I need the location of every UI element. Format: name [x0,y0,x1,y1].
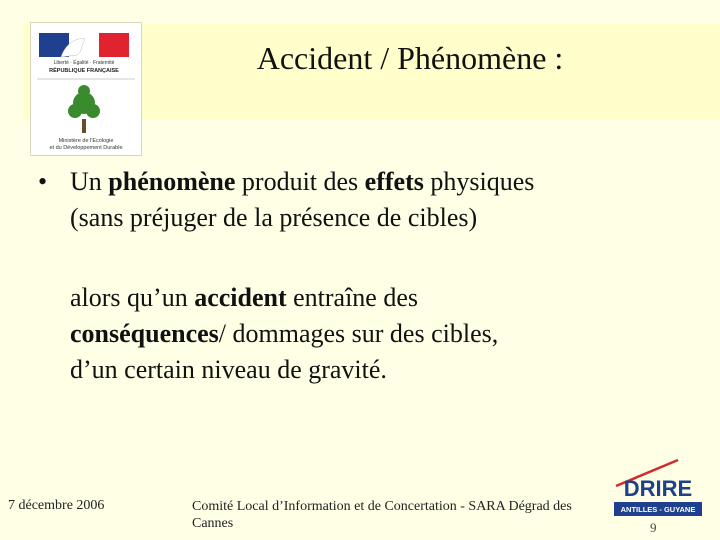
text-run: alors qu’un [70,283,195,312]
slide-body [38,164,698,388]
paragraph-line-2 [70,316,698,352]
bullet-text [70,164,534,236]
slide-title: Accident / Phénomène : [256,40,564,76]
text-run: physiques [423,167,535,196]
page-number: 9 [650,520,657,535]
bullet-item [38,164,698,236]
footer-committee: Comité Local d’Information et de Concertation - SARA Dégrad des Cannes [192,499,572,531]
tree-icon [68,85,100,133]
ministry-logo [30,22,142,156]
bold-term-accident: accident [194,283,287,312]
bold-term-consequences: conséquences [70,319,219,348]
bold-term-phenomene: phénomène [108,167,236,196]
text-run: Un [70,167,109,196]
text-run: / dommages sur des cibles, [218,319,499,348]
footer-date: 7 décembre 2006 [8,498,105,513]
drire-name: DRIRE [623,476,693,501]
flag-red-band [99,33,129,57]
bullet-dot: • [38,167,48,196]
ministry-name-line2: et du Développement Durable [49,145,123,151]
republic-motto: Liberté · Égalité · Fraternité [53,60,115,66]
bullet-line-1 [70,164,534,200]
text-run: entraîne des [286,283,419,312]
bullet-line-2: (sans préjuger de la présence de cibles) [70,203,478,232]
republic-name: RÉPUBLIQUE FRANÇAISE [49,68,119,74]
paragraph-line-3: d’un certain niveau de gravité. [70,355,387,384]
drire-region: ANTILLES - GUYANE [620,505,696,514]
paragraph-line-1 [70,280,698,316]
drire-logo [606,456,710,522]
bold-term-effets: effets [364,167,424,196]
ministry-name-line1: Ministère de l'Ecologie [58,138,114,144]
text-run: produit des [235,167,365,196]
paragraph-accident [38,280,698,388]
